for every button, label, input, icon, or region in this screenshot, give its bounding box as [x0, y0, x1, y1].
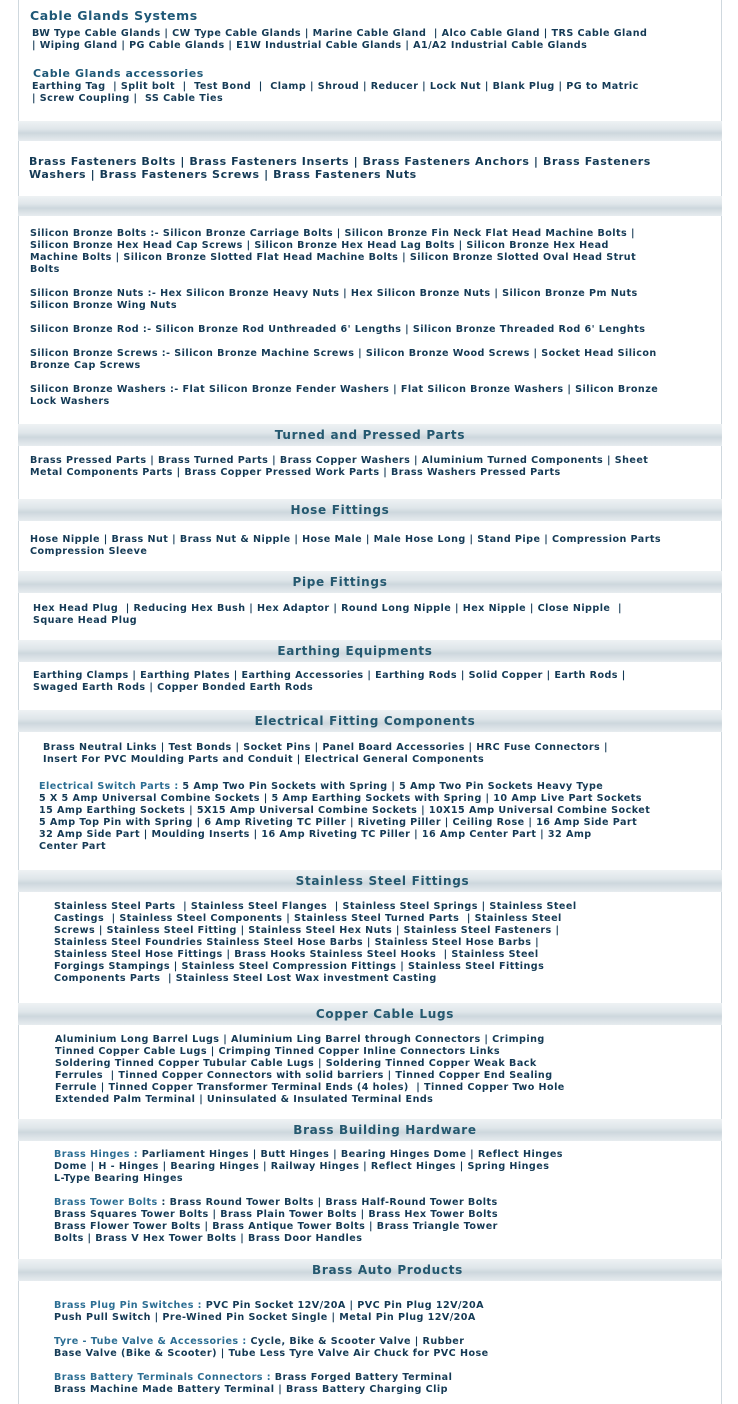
brass-battery-terminals-text[interactable]: Brass Forged Battery Terminal Brass Machine Made Battery Terminal | Brass Battery Charging Clip	[54, 1372, 453, 1395]
electrical-links[interactable]: Brass Neutral Links | Test Bonds | Socket Pins | Panel Board Accessories | HRC Fuse Connectors | Insert For PVC Moulding Parts and Conduit | Electrical General Components	[43, 742, 608, 765]
electrical-switch-parts[interactable]	[39, 781, 650, 853]
pipe-fittings-links[interactable]: Hex Head Plug | Reducing Hex Bush | Hex Adaptor | Round Long Nipple | Hex Nipple | Close Nipple | Square Head Plug	[33, 603, 622, 626]
section-heading-earthing: Earthing Equipments	[18, 640, 722, 662]
brass-fasteners-line-2[interactable]: Washers | Brass Fasteners Screws | Brass Fasteners Nuts	[29, 168, 417, 181]
silicon-bronze-bolts[interactable]: Silicon Bronze Bolts :- Silicon Bronze Carriage Bolts | Silicon Bronze Fin Neck Flat Head Machine Bolts | Silicon Bronze Hex Head Cap Screws | Silicon Bronze Hex Head Lag Bolts | Silicon Bronze Hex Head Machine Bolts | Silicon Bronze Slotted Flat Head Machine Bolts | Silicon Bronze Slotted Oval Head Strut Bolts	[30, 228, 637, 275]
silicon-bronze-rod[interactable]: Silicon Bronze Rod :- Silicon Bronze Rod Unthreaded 6' Lengths | Silicon Bronze Threaded Rod 6' Lenghts	[30, 324, 646, 335]
section-heading-electrical: Electrical Fitting Components	[18, 710, 722, 732]
brass-fasteners-line-1[interactable]: Brass Fasteners Bolts | Brass Fasteners Inserts | Brass Fasteners Anchors | Brass Fasteners	[29, 155, 651, 168]
tyre-tube-valve-label[interactable]: Tyre - Tube Valve & Accessories :	[54, 1336, 247, 1347]
stainless-links[interactable]: Stainless Steel Parts | Stainless Steel Flanges | Stainless Steel Springs | Stainless Steel Castings | Stainless Steel Components | Stainless Steel Turned Parts | Stainless Steel Screws | Stainless Steel Fitting | Stainless Steel Hex Nuts | Stainless Steel Fasteners | Stainless Steel Foundries Stainless Steel Hose Barbs | Stainless Steel Hose Barbs | Stainless Steel Hose Fittings | Brass Hooks Stainless Steel Hooks | Stainless Steel Forgings Stampings | Stainless Steel Compression Fittings | Stainless Steel Fittings Components Parts | Stainless Steel Lost Wax investment Casting	[54, 901, 577, 984]
section-divider	[18, 196, 722, 216]
brass-tower-bolts[interactable]	[54, 1197, 498, 1245]
cable-glands-line-1[interactable]: BW Type Cable Glands | CW Type Cable Glands | Marine Cable Gland | Alco Cable Gland | TRS Cable Gland	[32, 28, 648, 39]
tyre-tube-valve[interactable]	[54, 1336, 489, 1360]
section-heading-copper: Copper Cable Lugs	[18, 1003, 722, 1025]
brass-plug-pin-switches[interactable]	[54, 1300, 484, 1324]
tyre-tube-valve-text[interactable]: Cycle, Bike & Scooter Valve | Rubber Base Valve (Bike & Scooter) | Tube Less Tyre Valve Air Chuck for PVC Hose	[54, 1336, 489, 1359]
brass-plug-pin-switches-text[interactable]: PVC Pin Socket 12V/20A | PVC Pin Plug 12V/20A Push Pull Switch | Pre-Wined Pin Socket Single | Metal Pin Plug 12V/20A	[54, 1300, 485, 1323]
brass-tower-bolts-text[interactable]: : Brass Round Tower Bolts | Brass Half-Round Tower Bolts Brass Squares Tower Bolts | Brass Plain Tower Bolts | Brass Hex Tower Bolts Brass Flower Tower Bolts | Brass Antique Tower Bolts | Brass Triangle Tower Bolts | Brass V Hex Tower Bolts | Brass Door Handles	[54, 1197, 499, 1244]
brass-hinges-label[interactable]: Brass Hinges :	[54, 1149, 138, 1160]
section-heading-stainless: Stainless Steel Fittings	[18, 870, 722, 892]
cable-glands-accessories-line-2[interactable]: | Screw Coupling | SS Cable Ties	[32, 93, 224, 104]
section-heading-auto: Brass Auto Products	[18, 1259, 722, 1281]
section-heading-turned-pressed: Turned and Pressed Parts	[18, 424, 722, 446]
turned-pressed-links[interactable]: Brass Pressed Parts | Brass Turned Parts | Brass Copper Washers | Aluminium Turned Components | Sheet Metal Components Parts | Brass Copper Pressed Work Parts | Brass Washers Pressed Parts	[30, 455, 649, 478]
brass-hinges[interactable]	[54, 1149, 563, 1185]
cable-glands-accessories-title[interactable]: Cable Glands accessories	[33, 67, 204, 80]
cable-glands-accessories-line-1[interactable]: Earthing Tag | Split bolt | Test Bond | Clamp | Shroud | Reducer | Lock Nut | Blank Plug | PG to Matric	[32, 81, 639, 92]
electrical-switch-parts-label[interactable]: Electrical Switch Parts :	[39, 781, 179, 792]
cable-glands-line-2[interactable]: | Wiping Gland | PG Cable Glands | E1W Industrial Cable Glands | A1/A2 Industrial Cable Glands	[32, 40, 588, 51]
section-heading-hose-fittings: Hose Fittings	[18, 499, 722, 521]
section-heading-pipe-fittings: Pipe Fittings	[18, 571, 722, 593]
silicon-bronze-nuts[interactable]: Silicon Bronze Nuts :- Hex Silicon Bronze Heavy Nuts | Hex Silicon Bronze Nuts | Silicon Bronze Pm Nuts Silicon Bronze Wing Nuts	[30, 288, 638, 311]
cable-glands-title[interactable]: Cable Glands Systems	[30, 8, 198, 23]
section-divider	[18, 121, 722, 141]
section-heading-hardware: Brass Building Hardware	[18, 1119, 722, 1141]
brass-battery-terminals-label[interactable]: Brass Battery Terminals Connectors :	[54, 1372, 271, 1383]
hose-fittings-links[interactable]: Hose Nipple | Brass Nut | Brass Nut & Nipple | Hose Male | Male Hose Long | Stand Pipe | Compression Parts Compression Sleeve	[30, 534, 662, 557]
brass-battery-terminals[interactable]	[54, 1372, 452, 1396]
brass-plug-pin-switches-label[interactable]: Brass Plug Pin Switches :	[54, 1300, 202, 1311]
silicon-bronze-screws[interactable]: Silicon Bronze Screws :- Silicon Bronze Machine Screws | Silicon Bronze Wood Screws | Socket Head Silicon Bronze Cap Screws	[30, 348, 657, 371]
brass-hinges-text[interactable]: Parliament Hinges | Butt Hinges | Bearing Hinges Dome | Reflect Hinges Dome | H - Hinges | Bearing Hinges | Railway Hinges | Reflect Hinges | Spring Hinges L-Type Bearing Hinges	[54, 1149, 563, 1184]
copper-lugs-links[interactable]: Aluminium Long Barrel Lugs | Aluminium Ling Barrel through Connectors | Crimping Tinned Copper Cable Lugs | Crimping Tinned Copper Inline Connectors Links Soldering Tinned Copper Tubular Cable Lugs | Soldering Tinned Copper Weak Back Ferrules | Tinned Copper Connectors with solid barriers | Tinned Copper End Sealing Ferrule | Tinned Copper Transformer Terminal Ends (4 holes) | Tinned Copper Two Hole Extended Palm Terminal | Uninsulated & Insulated Terminal Ends	[55, 1034, 565, 1105]
earthing-links[interactable]: Earthing Clamps | Earthing Plates | Earthing Accessories | Earthing Rods | Solid Copper | Earth Rods | Swaged Earth Rods | Copper Bonded Earth Rods	[33, 670, 626, 693]
silicon-bronze-washers[interactable]: Silicon Bronze Washers :- Flat Silicon Bronze Fender Washers | Flat Silicon Bronze Washers | Silicon Bronze Lock Washers	[30, 384, 659, 407]
electrical-switch-parts-text[interactable]: 5 Amp Two Pin Sockets with Spring | 5 Amp Two Pin Sockets Heavy Type 5 X 5 Amp Universal Combine Sockets | 5 Amp Earthing Sockets with Spring | 10 Amp Live Part Sockets 15 Amp Earthing Sockets | 5X15 Amp Universal Combine Sockets | 10X15 Amp Universal Combine Socket 5 Amp Top Pin with Spring | 6 Amp Riveting TC Piller | Riveting Piller | Ceiling Rose | 16 Amp Side Part 32 Amp Side Part | Moulding Inserts | 16 Amp Riveting TC Piller | 16 Amp Center Part | 32 Amp Center Part	[39, 781, 651, 852]
brass-tower-bolts-label[interactable]: Brass Tower Bolts	[54, 1197, 158, 1208]
